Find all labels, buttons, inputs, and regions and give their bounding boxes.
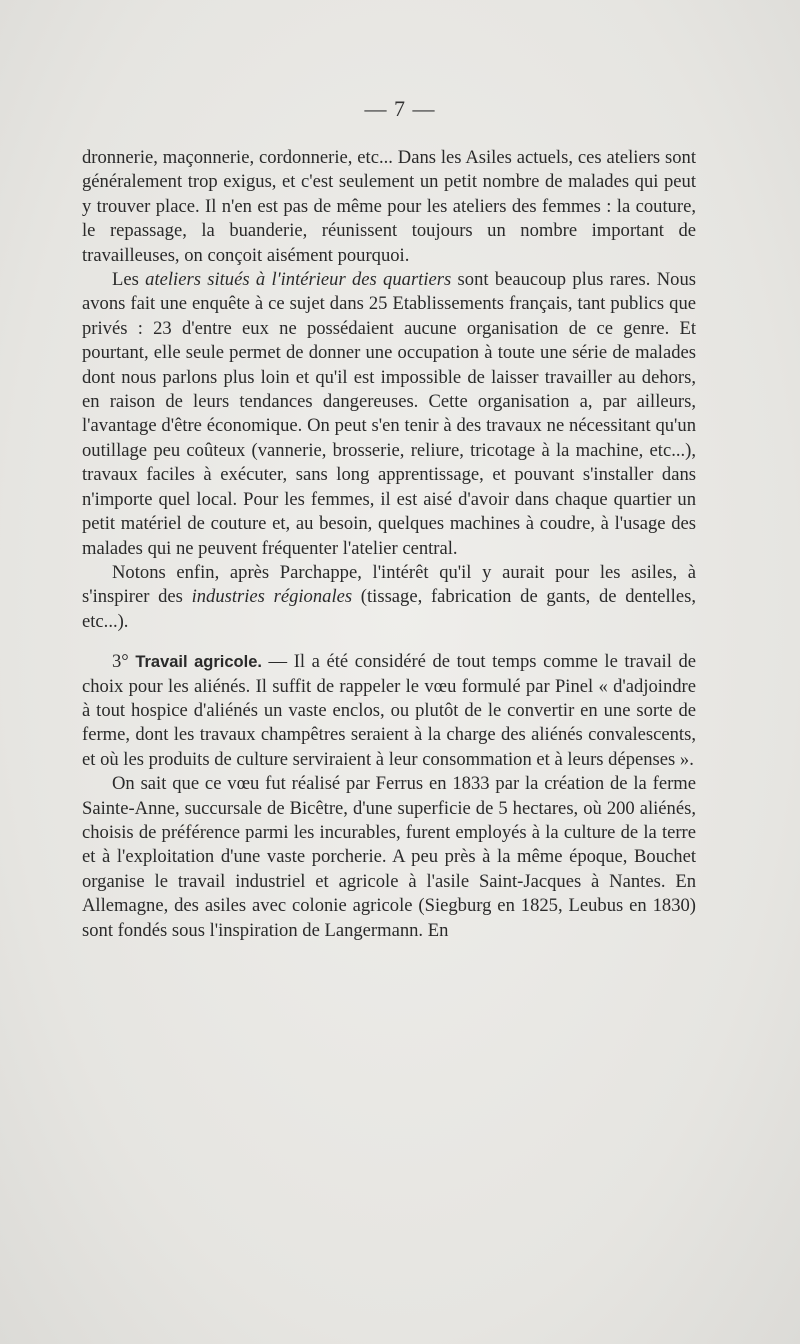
paragraph-5	[82, 772, 696, 943]
paragraph-2-text-b: sont beaucoup plus rares. Nous avons fait une enquête à ce sujet dans 25 Etablissements français, tant publics que privés : 23 d'entre eux ne possédaient aucune organisation de ce genre. Et pourtant, elle seule permet de donner une occupation à toute une série de malades dont nous parlons plus loin et qu'il est impossible de laisser travailler au dehors, en raison de leurs tendances dangereuses. Cette organisation a, par ailleurs, l'avantage d'être économique. On peut s'en tenir à des travaux ne nécessitant qu'un outillage peu coûteux (vannerie, brosserie, reliure, tricotage à la machine, etc...), travaux faciles à exécuter, sans long apprentissage, et pouvant s'installer dans n'importe quel local. Pour les femmes, il est aisé d'avoir dans chaque quartier un petit matériel de couture et, au besoin, quelques machines à coudre, à l'usage des malades qui ne peuvent fréquenter l'atelier central.	[82, 269, 696, 559]
paragraph-2-emphasis: ateliers situés à l'intérieur des quartiers	[145, 269, 452, 291]
page-number: — 7 —	[364, 96, 436, 121]
body-text	[82, 146, 696, 943]
paragraph-3-text-a: Notons enfin, après Parchappe, l'intérêt qu'il y aurait pour les asiles, à s'inspirer des	[82, 561, 696, 608]
paragraph-3-text-b: (tissage, fabrication de gants, de dentelles, etc...).	[82, 586, 696, 632]
paragraph-3-emphasis: industries régionales	[191, 586, 353, 608]
paragraph-2	[82, 268, 696, 561]
section-heading: Travail agricole.	[135, 653, 262, 672]
paragraph-2-text-a: Les	[112, 269, 146, 291]
paragraph-3	[82, 561, 696, 634]
paragraph-1	[82, 146, 696, 268]
paragraph-1-text: dronnerie, maçonnerie, cordonnerie, etc... Dans les Asiles actuels, ces ateliers sont généralement trop exigus, et c'est seulement un petit nombre de malades qui peut y trouver place. Il n'en est pas de même pour les ateliers des femmes : la couture, le repassage, la buanderie, réunissent toujours un nombre important de travailleuses, on conçoit aisément pourquoi.	[82, 147, 696, 266]
paragraph-4	[82, 650, 696, 772]
section-number: 3°	[112, 651, 129, 673]
paragraph-5-text: On sait que ce vœu fut réalisé par Ferrus en 1833 par la création de la ferme Sainte-Anne, succursale de Bicêtre, d'une superficie de 5 hectares, où 200 aliénés, choisis de préférence parmi les incurables, furent employés à la culture de la terre et à l'exploitation d'une vaste porcherie. A peu près à la même époque, Bouchet organise le travail industriel et agricole à l'asile Saint-Jacques à Nantes. En Allemagne, des asiles avec colonie agricole (Siegburg en 1825, Leubus en 1830) sont fondés sous l'inspiration de Langermann. En	[82, 773, 696, 941]
paragraph-4-text: — Il a été considéré de tout temps comme le travail de choix pour les aliénés. Il suffit de rappeler le vœu formulé par Pinel « d'adjoindre à tout hospice d'aliénés un vaste enclos, ou plutôt de le convertir en une sorte de ferme, dont les travaux champêtres seraient à la charge des aliénés convalescents, et où les produits de culture serviraient à leur consommation et à leurs dépenses ».	[82, 651, 696, 770]
